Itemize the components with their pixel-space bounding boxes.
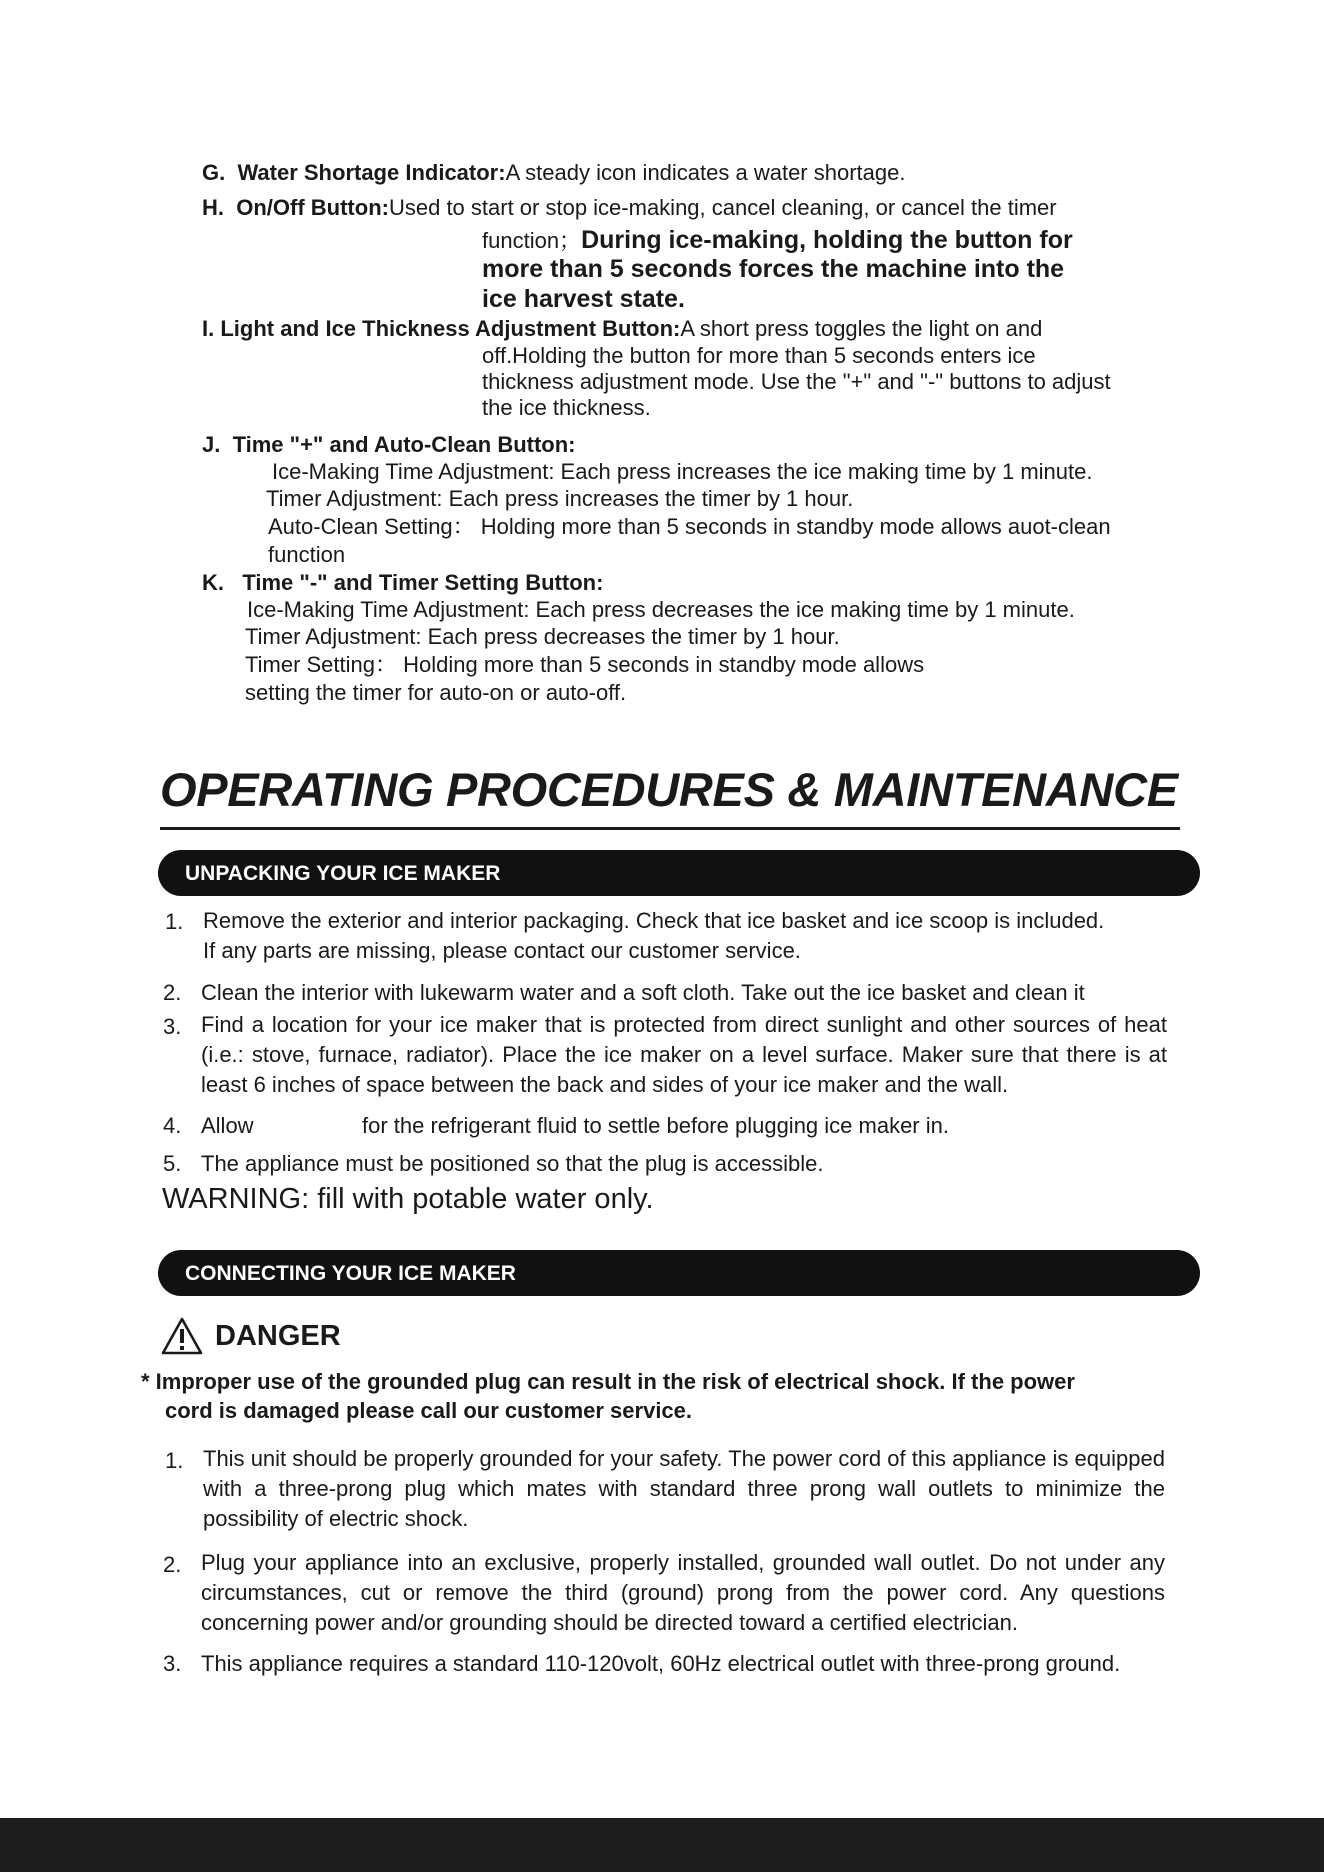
control-j-line-3: Auto-Clean Setting： Holding more than 5 seconds in standby mode allows auot-clean: [268, 514, 1111, 539]
connect-item-2: Plug your appliance into an exclusive, properly installed, grounded wall outlet. Do not under any circumstances, cut or remove the third (ground) prong from the power cord. Any questions concerning power and/or grounding should be directed toward a certified electrician.: [201, 1550, 1165, 1635]
unpack-item-1-text: Remove the exterior and interior packaging. Check that ice basket and ice scoop is included.: [203, 908, 1105, 933]
control-k-line-4: setting the timer for auto-on or auto-off.: [245, 680, 627, 705]
control-h-text: Used to start or stop ice-making, cancel cleaning, or cancel the timer: [388, 195, 1057, 220]
control-h-bold-1: During ice-making, holding the button for: [581, 226, 1073, 254]
control-k-line-3: Timer Setting： Holding more than 5 seconds in standby mode allows: [245, 652, 925, 677]
unpack-num-1: 1.: [165, 909, 184, 934]
control-i-key: I.: [202, 316, 215, 341]
control-h-bold-3: ice harvest state.: [482, 285, 685, 313]
section-title: OPERATING PROCEDURES & MAINTENANCE: [160, 763, 1178, 816]
control-k: [202, 569, 603, 596]
title-rule: [160, 827, 1180, 830]
control-h-key: H.: [202, 195, 224, 220]
control-k-line-1: Ice-Making Time Adjustment: Each press decreases the ice making time by 1 minute.: [247, 597, 1075, 622]
control-h-cont-text: function；: [482, 228, 582, 253]
connect-num-3: 3.: [163, 1651, 182, 1676]
control-h: [202, 194, 1057, 221]
warning-text: WARNING: fill with potable water only.: [162, 1183, 654, 1215]
control-g: [202, 159, 905, 186]
control-j-line-4: function: [268, 542, 346, 567]
footer-bar: [0, 1818, 1324, 1872]
control-h-label: On/Off Button:: [236, 195, 389, 220]
control-g-text: A steady icon indicates a water shortage.: [505, 160, 906, 185]
connect-num-2: 2.: [163, 1552, 182, 1577]
unpack-num-5: 5.: [163, 1151, 182, 1176]
control-i: [202, 315, 1042, 342]
danger-line-2: cord is damaged please call our customer service.: [165, 1398, 693, 1423]
unpack-item-1: [203, 906, 1166, 966]
connecting-header: CONNECTING YOUR ICE MAKER: [185, 1262, 516, 1285]
control-k-label: Time "-" and Timer Setting Button:: [242, 570, 604, 595]
unpack-num-2: 2.: [163, 980, 182, 1005]
unpack-num-3: 3.: [163, 1014, 182, 1039]
control-h-cont: [482, 225, 1073, 256]
control-k-key: K.: [202, 570, 224, 595]
unpack-item-4-b: for the refrigerant fluid to settle before plugging ice maker in.: [362, 1113, 949, 1138]
unpack-num-4: 4.: [163, 1113, 182, 1138]
connect-num-1: 1.: [165, 1448, 184, 1473]
unpack-item-3: Find a location for your ice maker that is protected from direct sunlight and other sources of heat (i.e.: stove, furnace, radiator). Place the ice maker on a level surface. Maker sure that there is at least 6 inches of space between the back and sides of your ice maker and the wall.: [201, 1012, 1167, 1097]
control-j-line-1: Ice-Making Time Adjustment: Each press increases the ice making time by 1 minute.: [272, 459, 1093, 484]
danger-label: DANGER: [215, 1320, 341, 1352]
connect-item-3: This appliance requires a standard 110-120volt, 60Hz electrical outlet with three-prong ground.: [201, 1651, 1121, 1676]
connect-item-1: This unit should be properly grounded for your safety. The power cord of this appliance is equipped with a three-prong plug which mates with standard three prong wall outlets to minimize the possibility of electric shock.: [203, 1446, 1165, 1531]
unpack-item-2: Clean the interior with lukewarm water and a soft cloth. Take out the ice basket and clean it: [201, 980, 1085, 1005]
control-i-line-2: thickness adjustment mode. Use the "+" and "-" buttons to adjust: [482, 369, 1111, 394]
danger-line-1: * Improper use of the grounded plug can result in the risk of electrical shock. If the power: [141, 1369, 1075, 1394]
control-g-key: G.: [202, 160, 226, 185]
unpacking-header: UNPACKING YOUR ICE MAKER: [185, 862, 501, 885]
warning-triangle-icon: [160, 1316, 204, 1356]
unpack-item-1-cont: If any parts are missing, please contact our customer service.: [203, 938, 801, 963]
control-i-line-3: the ice thickness.: [482, 395, 651, 420]
control-i-line-1: off.Holding the button for more than 5 seconds enters ice: [482, 343, 1036, 368]
control-k-line-2: Timer Adjustment: Each press decreases the timer by 1 hour.: [245, 624, 840, 649]
unpack-item-4-a: Allow: [201, 1113, 254, 1138]
control-j: [202, 431, 576, 458]
control-i-label: Light and Ice Thickness Adjustment Button:: [220, 316, 681, 341]
connecting-header-bar: [158, 1250, 1200, 1296]
unpacking-header-bar: [158, 850, 1200, 896]
control-h-bold-2: more than 5 seconds forces the machine into the: [482, 255, 1065, 283]
control-i-text: A short press toggles the light on and: [680, 316, 1043, 341]
control-j-key: J.: [202, 432, 221, 457]
control-j-label: Time "+" and Auto-Clean Button:: [232, 432, 576, 457]
control-g-label: Water Shortage Indicator:: [237, 160, 506, 185]
control-j-line-2: Timer Adjustment: Each press increases the timer by 1 hour.: [266, 486, 854, 511]
unpack-item-5: The appliance must be positioned so that the plug is accessible.: [201, 1151, 824, 1176]
